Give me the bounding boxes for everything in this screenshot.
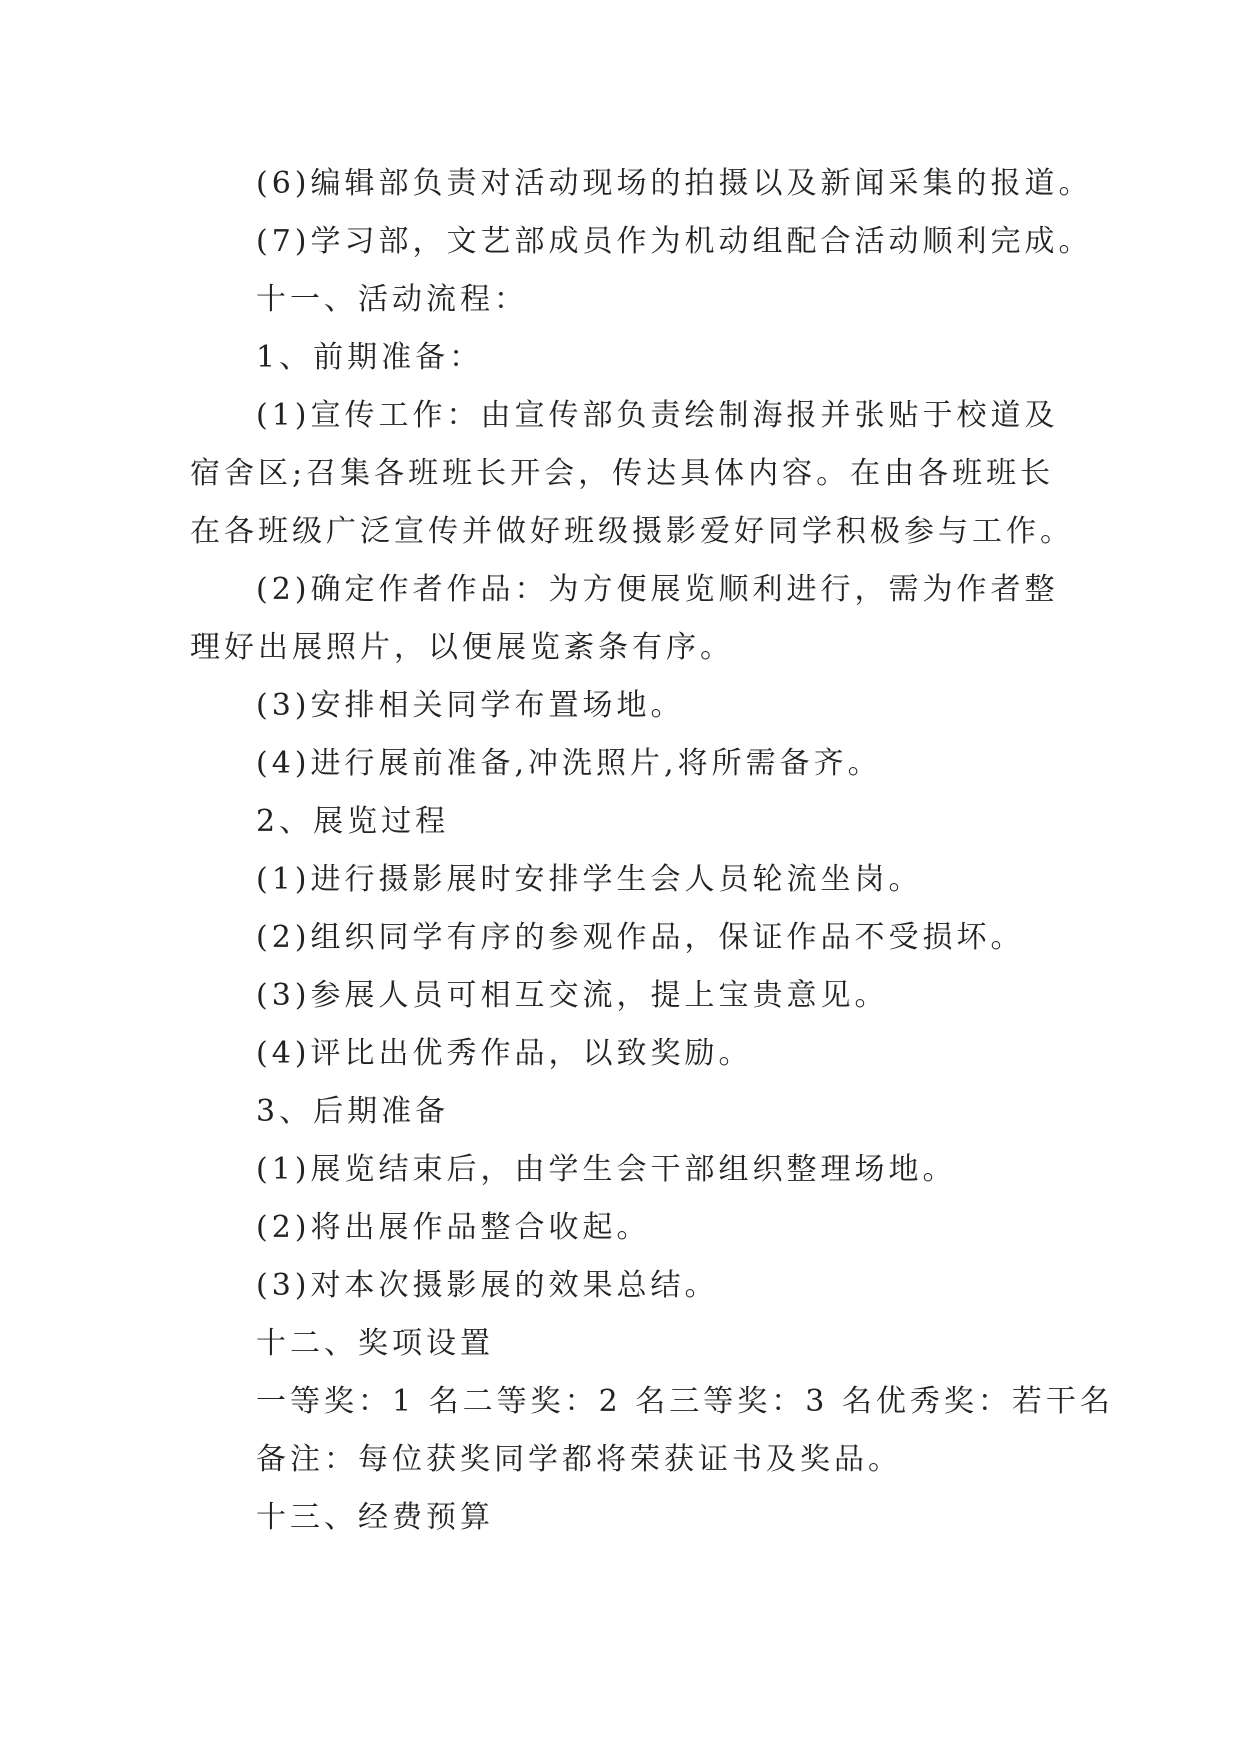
paragraph-line: 一等奖：1 名二等奖：2 名三等奖：3 名优秀奖：若干名 (256, 1384, 1114, 1419)
paragraph-line: (1)进行摄影展时安排学生会人员轮流坐岗。 (256, 862, 923, 897)
paragraph-line: (1)宣传工作：由宣传部负责绘制海报并张贴于校道及 (256, 398, 1059, 433)
document-body (190, 155, 1114, 1547)
section-heading: 十二、奖项设置 (256, 1326, 494, 1361)
paragraph-line: 宿舍区;召集各班班长开会，传达具体内容。在由各班班长 (190, 456, 1055, 491)
paragraph-line: (3)对本次摄影展的效果总结。 (256, 1268, 719, 1303)
paragraph-line: (2)组织同学有序的参观作品，保证作品不受损坏。 (256, 920, 1025, 955)
section-heading: 十一、活动流程： (256, 282, 528, 317)
paragraph-line: (4)评比出优秀作品，以致奖励。 (256, 1036, 753, 1071)
section-heading: 十三、经费预算 (256, 1500, 494, 1535)
paragraph-line: (6)编辑部负责对活动现场的拍摄以及新闻采集的报道。 (256, 166, 1093, 201)
paragraph-line: (2)将出展作品整合收起。 (256, 1210, 651, 1245)
paragraph-line: (3)参展人员可相互交流，提上宝贵意见。 (256, 978, 889, 1013)
paragraph-line: (2)确定作者作品：为方便展览顺利进行，需为作者整 (256, 572, 1059, 607)
subsection-heading: 1、前期准备： (256, 340, 484, 375)
paragraph-line: (7)学习部，文艺部成员作为机动组配合活动顺利完成。 (256, 224, 1093, 259)
paragraph-line: (1)展览结束后，由学生会干部组织整理场地。 (256, 1152, 957, 1187)
paragraph-line: 理好出展照片，以便展览紊条有序。 (190, 630, 734, 665)
paragraph-line: (4)进行展前准备,冲洗照片,将所需备齐。 (256, 746, 882, 781)
paragraph-line: 在各班级广泛宣传并做好班级摄影爱好同学积极参与工作。 (190, 514, 1074, 549)
paragraph-line: (3)安排相关同学布置场地。 (256, 688, 685, 723)
paragraph-line: 备注：每位获奖同学都将荣获证书及奖品。 (256, 1442, 902, 1477)
subsection-heading: 2、展览过程 (256, 804, 450, 839)
subsection-heading: 3、后期准备 (256, 1094, 450, 1129)
